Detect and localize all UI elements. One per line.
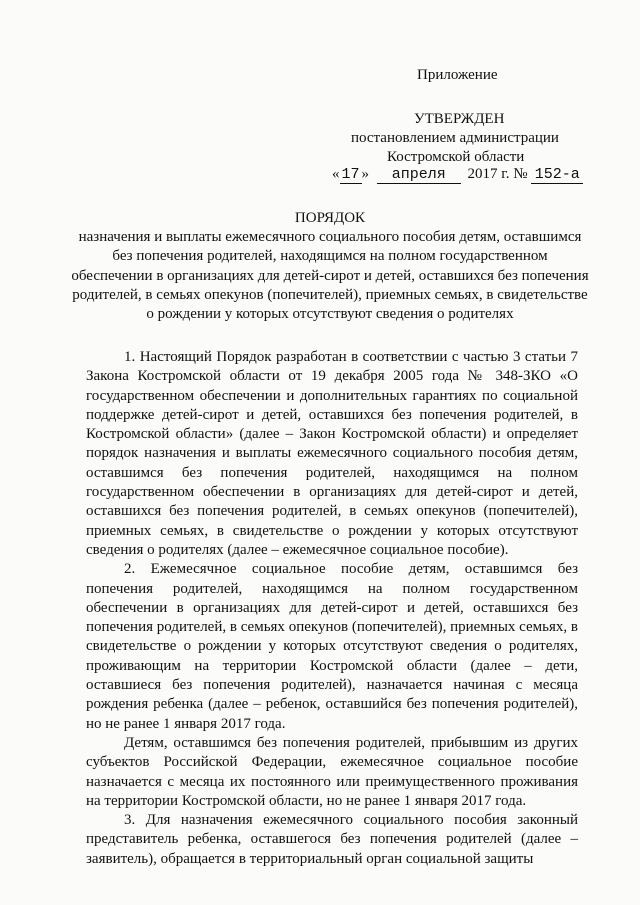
appendix-label: Приложение [417, 67, 498, 83]
date-day: 17 [341, 166, 360, 183]
paragraph-1: 1. Настоящий Порядок разработан в соответствии с частью 3 статьи 7 Закона Костромской области от 19 декабря 2005 года № 348-ЗКО «О государственном обеспечении и дополнительных гарантиях по социальной поддержке детей-сирот и детей, оставшихся без попечения родителей, в Костромской области» (далее – Закон Костромской области) и определяет порядок назначения и выплаты ежемесячного социального пособия детям, оставшимся без попечения родителей, находящимся на полном государственном обеспечении в организациях для детей-сирот и детей, оставшихся без попечения родителей, в семьях опекунов (попечителей), приемных семьях, в свидетельстве о рождении у которых отсутствуют сведения о родителях (далее – ежемесячное социальное пособие). [86, 349, 578, 558]
resolution-line: постановлением администрации [351, 130, 559, 146]
resolution-number: 152-а [531, 167, 583, 184]
paragraph-2: 2. Ежемесячное социальное пособие детям, оставшимся без попечения родителей, находящимся на полном государственном обеспечении в организациях для детей-сирот и детей, оставшихся без попечения родителей, в семьях опекунов (попечителей), приемных семьях, в свидетельстве о рождении у которых отсутствуют сведения о родителях, проживающим на территории Костромской области (далее – дети, оставшиеся без попечения родителей), назначается начиная с месяца рождения ребенка (далее – ребенок, оставшийся без попечения родителей), но не ранее 1 января 2017 года. [86, 561, 578, 732]
quote-open: « [332, 166, 340, 182]
paragraph-2-continued: Детям, оставшимся без попечения родителей, прибывшим из других субъектов Российской Федерации, ежемесячное социальное пособие назначается с месяца их постоянного или преимущественного проживания на территории Костромской области, но не ранее 1 января 2017 года. [86, 734, 578, 809]
region-line: Костромской области [387, 149, 525, 165]
approved-label: УТВЕРЖДЕН [414, 111, 505, 127]
resolution-date-line [332, 165, 583, 184]
paragraph-3: 3. Для назначения ежемесячного социального пособия законный представитель ребенка, оставшегося без попечения родителей (далее – заявитель), обращается в территориальный орган социальной защиты [86, 812, 578, 867]
document-subtitle: назначения и выплаты ежемесячного социального пособия детям, оставшимся без попечения родителей, находящимся на полном государственном обеспечении в организациях для детей-сирот и детей, оставшихся без попечения родителей, в семьях опекунов (попечителей), приемных семьях, в свидетельстве о рождении у которых отсутствуют сведения о родителях [71, 229, 589, 323]
quote-close: » [361, 166, 369, 182]
document-title: ПОРЯДОК [294, 210, 366, 226]
date-year: 2017 г. № [467, 166, 528, 182]
document-body [86, 348, 578, 869]
date-month: апреля [377, 167, 461, 184]
